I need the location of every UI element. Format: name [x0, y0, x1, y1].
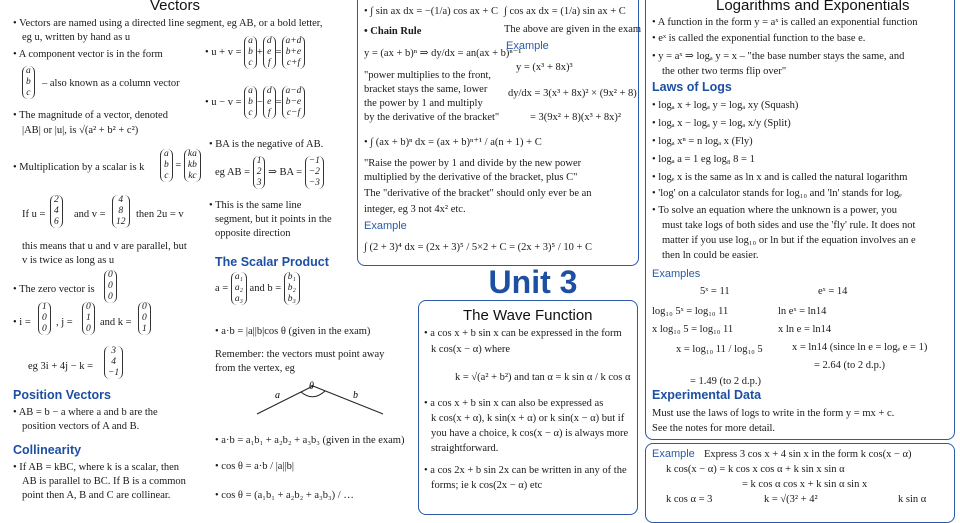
vectors-line-10: v is twice as long as u: [22, 255, 115, 266]
unit-title: Unit 3: [488, 264, 578, 300]
chain-example-label: Example: [506, 40, 549, 52]
negative-vector-line: • BA is the negative of AB.: [209, 139, 324, 150]
negative-example-result-label: ⇒ BA =: [268, 166, 303, 178]
log-example-4b: x = ln14 (since ln e = logₑ e = 1): [792, 342, 928, 353]
logs-examples-label: Examples: [652, 268, 701, 280]
log-example-5a: = 1.49 (to 2 d.p.): [690, 376, 761, 387]
vectors-line-12a: • i =: [13, 317, 31, 328]
log-example-1a: 5ˣ = 11: [700, 286, 730, 297]
given-in-exam-note: The above are given in the exam: [504, 24, 642, 35]
law-log-a-a: • logₐ a = 1 eg log₈ 8 = 1: [652, 154, 755, 165]
vectors-line-9: this means that u and v are parallel, but: [22, 241, 187, 252]
unit-vector-i: 1 0 0: [38, 302, 51, 335]
law-solve-4: then ln could be easier.: [662, 250, 759, 261]
experimental-data-heading: Experimental Data: [652, 388, 762, 402]
wave-line-6: you have a choice, k cos(x − α) is always more: [431, 428, 629, 439]
logs-box: [645, 0, 955, 440]
collinearity-line-3: point then A, B and C are collinear.: [22, 490, 171, 501]
vectors-line-8b: and v =: [74, 209, 106, 220]
log-example-3a: x log₁₀ 5 = log₁₀ 11: [652, 324, 734, 335]
angle-diagram: [253, 378, 403, 418]
wave-line-9: forms; ie k cos(2x − α) etc: [431, 480, 543, 491]
collinearity-heading: Collinearity: [13, 443, 82, 457]
law-squash: • logₐ x + logₐ y = logₐ xy (Squash): [652, 100, 799, 111]
wave-example-line-6: k sin α: [898, 494, 927, 505]
vectors-line-7: • Multiplication by a scalar is k: [13, 162, 145, 173]
collinearity-line-1: • If AB = kBC, where k is a scalar, then: [13, 462, 180, 473]
log-example-2b: ln eˣ = ln14: [778, 306, 827, 317]
position-line-1: • AB = b − a where a and b are the: [13, 407, 158, 418]
unit-vector-k: 0 0 1: [138, 302, 151, 335]
raise-power-1: "Raise the power by 1 and divide by the new power: [364, 158, 582, 169]
same-line-1: • This is the same line: [209, 200, 302, 211]
law-natural-log: • logₑ x is the same as ln x and is called the natural logarithm: [652, 172, 908, 183]
angle-label-theta: θ: [309, 381, 314, 392]
chain-quote-2: bracket stays the same, lower: [364, 84, 488, 95]
chain-rule-heading: • Chain Rule: [364, 26, 422, 37]
log-example-2a: log₁₀ 5ˣ = log₁₀ 11: [652, 306, 729, 317]
cos-theta-line-1: • cos θ = a·b / |a||b|: [215, 461, 295, 472]
dot-product-line-2: • a·b = a₁b₁ + a₂b₂ + a₃b₃ (given in the exam): [215, 435, 405, 446]
zero-vector-column: 0 0 0: [104, 270, 117, 303]
law-split: • logₐ x − logₐ y = logₐ x/y (Split): [652, 118, 791, 129]
integration-example-label: Example: [364, 220, 407, 232]
chain-quote-3: the power by 1 and multiply: [364, 98, 483, 109]
logs-title: Logarithms and Exponentials: [716, 0, 910, 14]
wave-example-box: [645, 443, 955, 523]
logs-line-2: • eˣ is called the exponential function to the base e.: [652, 33, 866, 44]
chain-rule-formula: y = (ax + b)ⁿ ⇒ dy/dx = an(ax + b)ⁿ⁻¹: [364, 48, 522, 59]
same-line-2: segment, but it points in the: [215, 214, 332, 225]
wave-line-5: k cos(x + α), k sin(x + α) or k sin(x − α) but if: [431, 413, 625, 424]
experimental-line-1: Must use the laws of logs to write in the form y = mx + c.: [652, 408, 895, 419]
log-example-5b: = 2.64 (to 2 d.p.): [814, 360, 885, 371]
angle-line-b: [313, 386, 383, 414]
unit-vector-j: 0 1 0: [82, 302, 95, 335]
column-vector-example: [22, 66, 35, 99]
law-calculator: • 'log' on a calculator stands for log₁₀ and 'ln' stands for logₑ: [652, 188, 902, 199]
chain-quote-1: "power multiplies to the front,: [364, 70, 492, 81]
wave-example-line-5: k = √(3² + 4²: [764, 494, 818, 505]
remember-line-1: Remember: the vectors must point away: [215, 349, 385, 360]
position-line-2: position vectors of A and B.: [22, 421, 140, 432]
vector-addition: • u + v = a b c+d e f=a+d b+e c+f: [205, 36, 305, 69]
wave-line-2: k cos(x − α) where: [431, 344, 511, 355]
vector-v-column: 4 8 12: [112, 195, 130, 228]
law-solve-1: • To solve an equation where the unknown is a power, you: [652, 205, 897, 216]
vectors-line-6: |AB| or |u|, is √(a² + b² + c²): [22, 125, 139, 136]
vectors-line-2: eg u, written by hand as u: [22, 32, 131, 43]
wave-function-box: [418, 300, 638, 515]
example-column-vector: 3 4 −1: [104, 346, 123, 379]
integration-box: [357, 0, 642, 266]
raise-power-3: The "derivative of the bracket" should only ever be an: [364, 188, 592, 199]
law-solve-3: matter if you use log₁₀ or ln but if the equation involves an e: [662, 235, 916, 246]
negative-example-label: eg AB =: [215, 166, 251, 178]
vectors-line-5: • The magnitude of a vector, denoted: [13, 110, 168, 121]
collinearity-line-2: AB is parallel to BC. If B is a common: [22, 476, 186, 487]
scalar-def: a = a₁ a₂ a₃ and b = b₁ b₂ b₃: [215, 272, 300, 305]
vector-subtraction-label: • u − v =: [205, 96, 242, 108]
remember-line-2: from the vertex, eg: [215, 363, 295, 374]
scalar-product-heading: The Scalar Product: [215, 255, 329, 269]
cos-theta-line-2: • cos θ = (a₁b₁ + a₂b₂ + a₃b₃) / …: [215, 490, 354, 501]
law-fly: • logₐ xⁿ = n logₐ x (Fly): [652, 136, 753, 147]
vectors-line-3: • A component vector is in the form: [13, 49, 163, 60]
angle-label-b: b: [353, 390, 358, 401]
scalar-def-and: and b =: [249, 282, 282, 294]
raise-power-4: integer, eg 3 not 4x² etc.: [364, 204, 466, 215]
vectors-line-12b: , j =: [56, 317, 73, 328]
laws-of-logs-heading: Laws of Logs: [652, 80, 732, 94]
log-example-1b: eˣ = 14: [818, 286, 848, 297]
scalar-mult-vectors: a b c = ka kb kc: [160, 149, 201, 182]
wave-line-7: straightforward.: [431, 443, 499, 454]
wave-example-line-2: k cos(x − α) = k cos x cos α + k sin x sin α: [666, 464, 845, 475]
integration-example: ∫ (2 + 3)⁴ dx = (2x + 3)⁵ / 5×2 + C = (2x + 3)⁵ / 10 + C: [364, 242, 593, 253]
wave-example-line-1: Express 3 cos x + 4 sin x in the form k cos(x − α): [704, 449, 912, 460]
logs-line-1: • A function in the form y = aˣ is called an exponential function: [652, 17, 918, 28]
logs-line-4: the other two terms flip over": [662, 66, 787, 77]
chain-example-3: = 3(9x² + 8)(x³ + 8x)²: [530, 112, 622, 123]
chain-example-1: y = (x³ + 8x)³: [516, 62, 573, 73]
int-cos-line: ∫ cos ax dx = (1/a) sin ax + C: [504, 6, 626, 17]
wave-line-8: • a cos 2x + b sin 2x can be written in any of the: [424, 465, 627, 476]
vectors-line-4: – also known as a column vector: [42, 78, 180, 89]
wave-example-line-3: = k cos α cos x + k sin α sin x: [742, 479, 868, 490]
negative-example: eg AB = 1 2 3 ⇒ BA = −1 −2 −3: [215, 156, 324, 189]
law-solve-2: must take logs of both sides and use the 'fly' rule. It does not: [662, 220, 916, 231]
wave-line-1: • a cos x + b sin x can be expressed in the form: [424, 328, 622, 339]
vectors-line-13: eg 3i + 4j − k =: [28, 361, 94, 372]
wave-line-4: • a cos x + b sin x can also be expressed as: [424, 398, 604, 409]
position-vectors-heading: Position Vectors: [13, 388, 111, 402]
int-sin-line: • ∫ sin ax dx = −(1/a) cos ax + C: [364, 6, 498, 17]
vectors-line-8c: then 2u = v: [136, 209, 184, 220]
logs-line-3: • y = aˣ ⇒ logₐ y = x – "the base number stays the same, and: [652, 51, 905, 62]
vector-u-column: 2 4 6: [50, 195, 63, 228]
experimental-line-2: See the notes for more detail.: [652, 423, 776, 434]
same-line-3: opposite direction: [215, 228, 291, 239]
vectors-line-8a: If u =: [22, 209, 46, 220]
vectors-line-1: • Vectors are named using a directed line segment, eg AB, or a bold letter,: [13, 18, 323, 29]
log-example-3b: x ln e = ln14: [778, 324, 832, 335]
angle-label-a: a: [275, 390, 280, 401]
integration-rule: • ∫ (ax + b)ⁿ dx = (ax + b)ⁿ⁺¹ / a(n + 1) + C: [364, 137, 542, 148]
chain-example-2: dy/dx = 3(x³ + 8x)² × (9x² + 8): [508, 88, 637, 99]
dot-product-line-1: • a·b = |a||b|cos θ (given in the exam): [215, 326, 371, 337]
log-example-4a: x = log₁₀ 11 / log₁₀ 5: [676, 344, 763, 355]
chain-quote-4: by the derivative of the bracket": [364, 112, 500, 123]
vector-addition-label: • u + v =: [205, 46, 242, 58]
raise-power-2: multiplied by the derivative of the bracket, plus C": [364, 172, 578, 183]
wave-title: The Wave Function: [463, 307, 593, 324]
column-vector-abc: a b c: [22, 66, 35, 99]
vectors-line-11: • The zero vector is: [13, 284, 95, 295]
vectors-title: Vectors: [150, 0, 201, 14]
wave-example-line-4: k cos α = 3: [666, 494, 713, 505]
wave-example-label: Example: [652, 448, 695, 460]
wave-line-3: k = √(a² + b²) and tan α = k sin α / k cos α: [455, 372, 631, 383]
vectors-line-12c: and k =: [100, 317, 132, 328]
angle-line-a: [257, 386, 313, 414]
vector-subtraction: • u − v = a b c−d e f=a−d b−e c−f: [205, 86, 305, 119]
scalar-def-a: a =: [215, 282, 229, 294]
